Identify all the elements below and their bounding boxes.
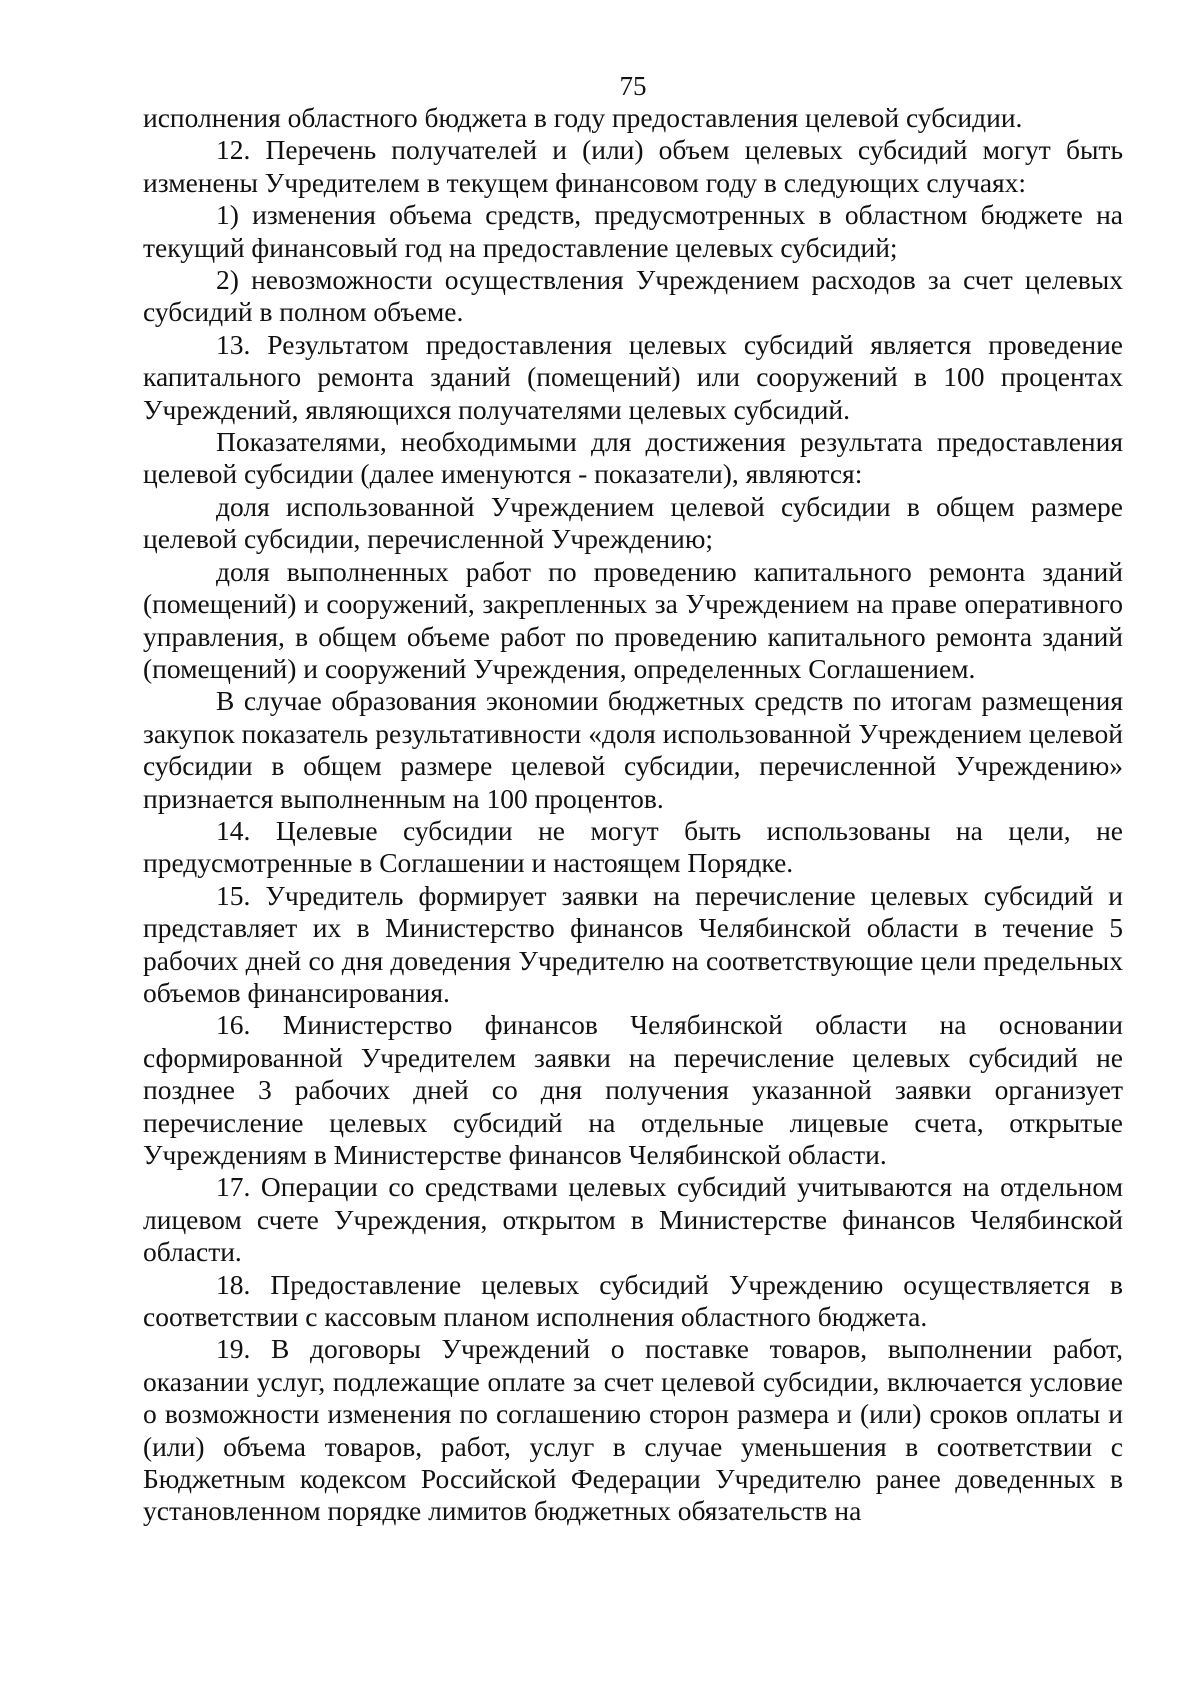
paragraph-subitem-1: 1) изменения объема средств, предусмотренных в областном бюджете на текущий финансовый год на предоставление целевых субсидий;: [143, 199, 1123, 263]
paragraph-savings-case: В случае образования экономии бюджетных средств по итогам размещения закупок показатель результативности «доля использованной Учреждением целевой субсидии в общем размере целевой субсидии, перечисленной Учреждению» признается выполненным на 100 процентов.: [143, 685, 1123, 814]
paragraph-indicator-1: доля использованной Учреждением целевой субсидии в общем размере целевой субсидии, перечисленной Учреждению;: [143, 490, 1123, 555]
document-page: [143, 70, 1123, 1528]
paragraph-item-15: 15. Учредитель формирует заявки на перечисление целевых субсидий и представляет их в Министерство финансов Челябинской области в течение 5 рабочих дней со дня доведения Учредителю на соответствующие цели предельных объемов финансирования.: [143, 879, 1123, 1008]
paragraph-item-14: 14. Целевые субсидии не могут быть использованы на цели, не предусмотренные в Соглашении и настоящем Порядке.: [143, 814, 1123, 879]
page-number: 75: [619, 71, 647, 101]
paragraph-item-16: 16. Министерство финансов Челябинской области на основании сформированной Учредителем заявки на перечисление целевых субсидий не позднее 3 рабочих дней со дня получения указанной заявки организует перечисление целевых субсидий на отдельные лицевые счета, открытые Учреждениям в Министерстве финансов Челябинской области.: [143, 1009, 1123, 1170]
paragraph-item-13: 13. Результатом предоставления целевых субсидий является проведение капитального ремонта зданий (помещений) или сооружений в 100 процентах Учреждений, являющихся получателями целевых субсидий.: [143, 328, 1123, 425]
paragraph-indicators-intro: Показателями, необходимыми для достижения результата предоставления целевой субсидии (далее именуются - показатели), являются:: [143, 426, 1123, 490]
paragraph-subitem-2: 2) невозможности осуществления Учреждением расходов за счет целевых субсидий в полном объеме.: [143, 264, 1123, 328]
paragraph-item-19: 19. В договоры Учреждений о поставке товаров, выполнении работ, оказании услуг, подлежащие оплате за счет целевой субсидии, включается условие о возможности изменения по соглашению сторон размера и (или) сроков оплаты и (или) объема товаров, работ, услуг в случае уменьшения в соответствии с Бюджетным кодексом Российской Федерации Учредителю ранее доведенных в установленном порядке лимитов бюджетных обязательств на: [143, 1333, 1123, 1527]
paragraph-continuation: исполнения областного бюджета в году предоставления целевой субсидии.: [143, 102, 1023, 133]
paragraph-item-18: 18. Предоставление целевых субсидий Учреждению осуществляется в соответствии с кассовым планом исполнения областного бюджета.: [143, 1268, 1123, 1333]
paragraph-item-17: 17. Операции со средствами целевых субсидий учитываются на отдельном лицевом счете Учреждения, открытом в Министерстве финансов Челябинской области.: [143, 1171, 1123, 1268]
paragraph-indicator-2: доля выполненных работ по проведению капитального ремонта зданий (помещений) и сооружений, закрепленных за Учреждением на праве оперативного управления, в общем объеме работ по проведению капитального ремонта зданий (помещений) и сооружений Учреждения, определенных Соглашением.: [143, 555, 1123, 684]
paragraph-item-12: 12. Перечень получателей и (или) объем целевых субсидий могут быть изменены Учредителем в текущем финансовом году в следующих случаях:: [143, 134, 1123, 198]
